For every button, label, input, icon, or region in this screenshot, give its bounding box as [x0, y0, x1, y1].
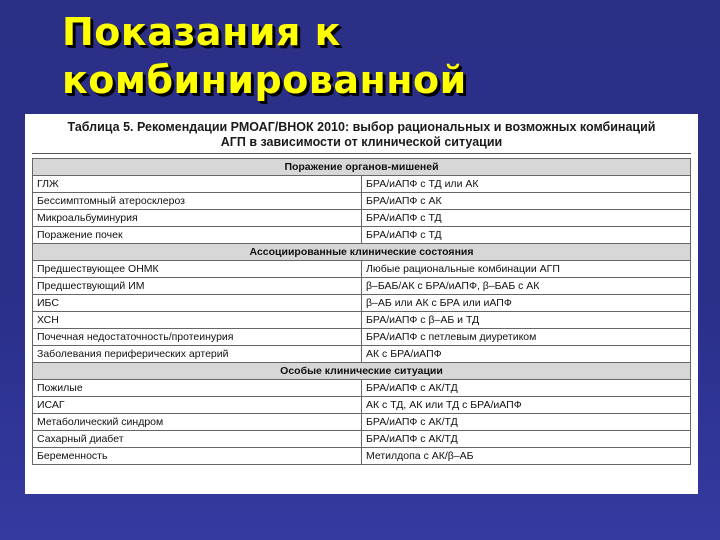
slide-title-line: комбинированной: [62, 58, 467, 102]
table-row: [33, 448, 691, 465]
combination-cell: БРА/иАПФ с АК/ТД: [362, 414, 691, 431]
table-row: [33, 210, 691, 227]
table-row: [33, 176, 691, 193]
combination-cell: БРА/иАПФ с АК/ТД: [362, 431, 691, 448]
section-header-row: [33, 244, 691, 261]
condition-cell: Заболевания периферических артерий: [33, 346, 362, 363]
combination-cell: БРА/иАПФ с ТД: [362, 210, 691, 227]
section-header-row: [33, 159, 691, 176]
table-row: [33, 261, 691, 278]
condition-cell: Сахарный диабет: [33, 431, 362, 448]
combination-cell: β–БАБ/АК с БРА/иАПФ, β–БАБ с АК: [362, 278, 691, 295]
condition-cell: Пожилые: [33, 380, 362, 397]
combination-cell: β–АБ или АК с БРА или иАПФ: [362, 295, 691, 312]
table-row: [33, 414, 691, 431]
condition-cell: Бессимптомный атеросклероз: [33, 193, 362, 210]
section-heading: Ассоциированные клинические состояния: [33, 244, 691, 261]
table-row: [33, 278, 691, 295]
slide-title-line: Показания к: [62, 10, 341, 54]
combination-cell: Метилдопа с АК/β–АБ: [362, 448, 691, 465]
table-caption-line: Таблица 5. Рекомендации РМОАГ/ВНОК 2010: выбор рациональных и возможных комбинаций: [67, 120, 656, 134]
table-row: [33, 431, 691, 448]
table-row: [33, 227, 691, 244]
section-heading: Особые клинические ситуации: [33, 363, 691, 380]
table-row: [33, 193, 691, 210]
combination-cell: БРА/иАПФ с β–АБ и ТД: [362, 312, 691, 329]
condition-cell: Почечная недостаточность/протеинурия: [33, 329, 362, 346]
combination-cell: АК с БРА/иАПФ: [362, 346, 691, 363]
section-header-row: [33, 363, 691, 380]
condition-cell: Метаболический синдром: [33, 414, 362, 431]
table-row: [33, 397, 691, 414]
combination-cell: БРА/иАПФ с ТД или АК: [362, 176, 691, 193]
recommendations-table: [32, 158, 691, 465]
table-row: [33, 346, 691, 363]
condition-cell: ИСАГ: [33, 397, 362, 414]
table-caption: [32, 120, 691, 154]
condition-cell: Предшествующий ИМ: [33, 278, 362, 295]
table-row: [33, 295, 691, 312]
condition-cell: ИБС: [33, 295, 362, 312]
condition-cell: Предшествующее ОНМК: [33, 261, 362, 278]
condition-cell: ХСН: [33, 312, 362, 329]
document-image: [25, 114, 698, 494]
table-row: [33, 329, 691, 346]
combination-cell: БРА/иАПФ с петлевым диуретиком: [362, 329, 691, 346]
condition-cell: Беременность: [33, 448, 362, 465]
table-row: [33, 312, 691, 329]
condition-cell: ГЛЖ: [33, 176, 362, 193]
combination-cell: БРА/иАПФ с АК: [362, 193, 691, 210]
section-heading: Поражение органов-мишеней: [33, 159, 691, 176]
combination-cell: АК с ТД, АК или ТД с БРА/иАПФ: [362, 397, 691, 414]
combination-cell: БРА/иАПФ с ТД: [362, 227, 691, 244]
table-row: [33, 380, 691, 397]
combination-cell: БРА/иАПФ с АК/ТД: [362, 380, 691, 397]
table-caption-line: АГП в зависимости от клинической ситуации: [220, 135, 503, 149]
condition-cell: Поражение почек: [33, 227, 362, 244]
condition-cell: Микроальбуминурия: [33, 210, 362, 227]
combination-cell: Любые рациональные комбинации АГП: [362, 261, 691, 278]
slide-title: [62, 8, 702, 104]
